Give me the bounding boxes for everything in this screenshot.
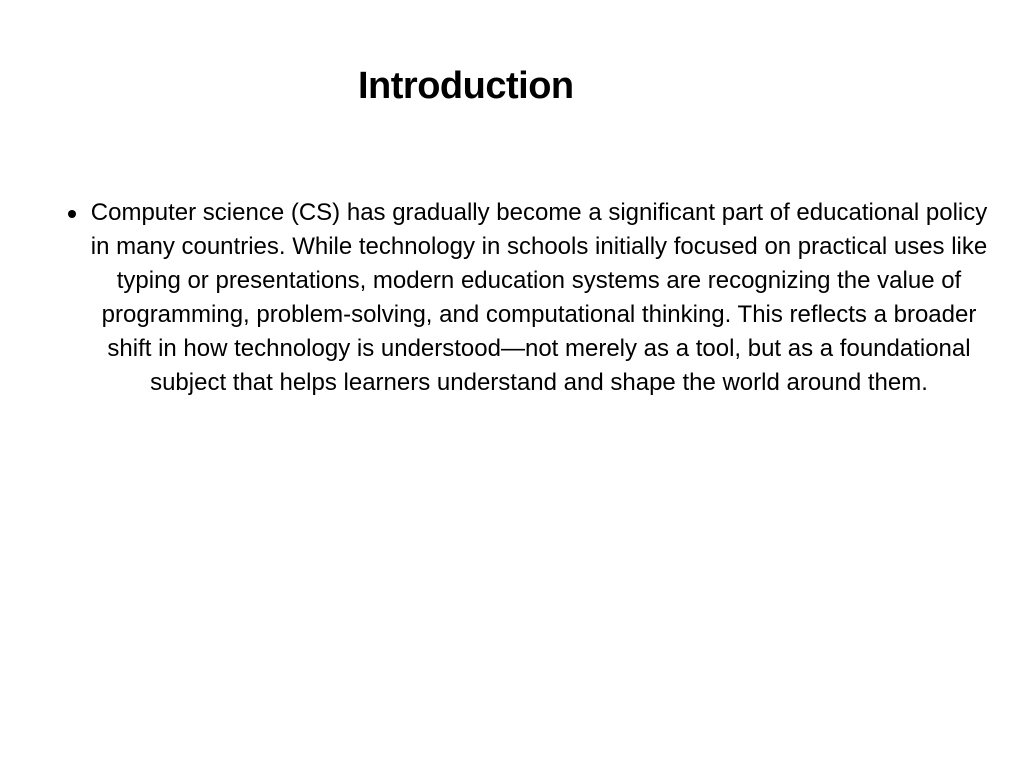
bullet-dot-icon [68, 210, 76, 218]
slide-title: Introduction [358, 65, 574, 107]
bullet-text: Computer science (CS) has gradually become a significant part of educational policy in many countries. While technology in schools initially focused on practical uses like typing or presentations, modern education systems are recognizing the value of programming, problem-solving, and computational thinking. This reflects a broader shift in how technology is understood—not merely as a tool, but as a foundational subject that helps learners understand and shape the world around them. [90, 199, 988, 396]
bullet-list [66, 196, 996, 400]
